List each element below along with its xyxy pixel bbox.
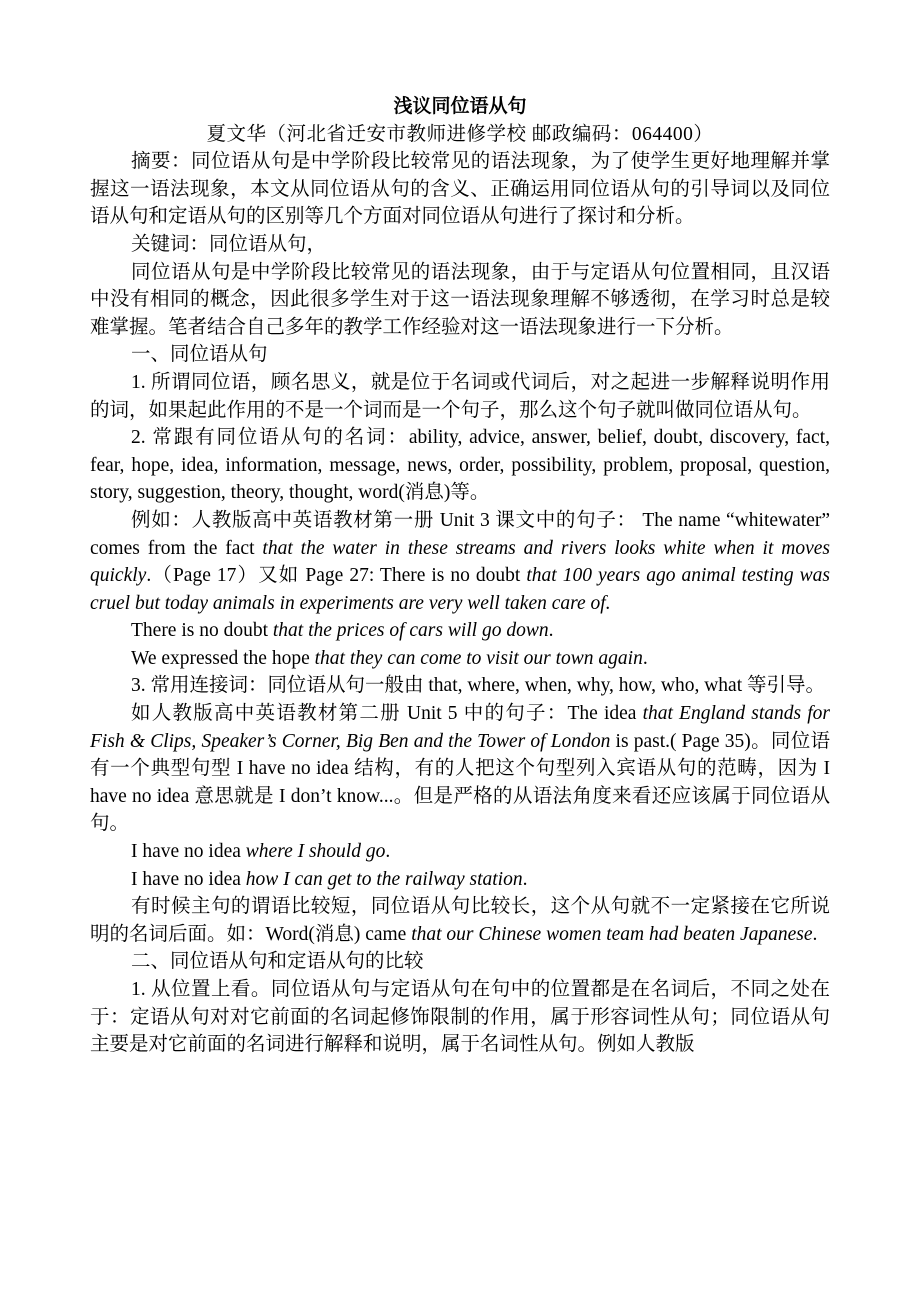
example-1-text-a: 例如：人教版高中英语教材第一册 Unit 3 课文中的句子： The name “whitewater” comes from the fact: [90, 509, 830, 559]
example-5-line: [90, 838, 830, 866]
point-3-paragraph: 3. 常用连接词：同位语从句一般由 that, where, when, why, how, who, what 等引导。: [131, 675, 825, 697]
example-1-text-c: .（Page 17）又如 Page 27: There is no doubt: [146, 565, 527, 587]
document-page: [90, 93, 830, 1059]
example-7-text-a: 有时候主句的谓语比较短，同位语从句比较长，这个从句就不一定紧接在它所说明的名词后面。如：Word(消息) came: [90, 896, 830, 945]
example-4-paragraph: [90, 700, 830, 838]
example-6-line: [90, 866, 830, 894]
example-3-text-a: We expressed the hope: [131, 647, 315, 669]
example-2-text-a: There is no doubt: [131, 620, 273, 642]
document-title: 浅议同位语从句: [393, 96, 527, 117]
intro-paragraph: 同位语从句是中学阶段比较常见的语法现象，由于与定语从句位置相同，且汉语中没有相同的概念，因此很多学生对于这一语法现象理解不够透彻，在学习时总是较难掌握。笔者结合自己多年的教学工作经验对这一语法现象进行一下分析。: [90, 261, 830, 338]
example-4-text-a: 如人教版高中英语教材第二册 Unit 5 中的句子：The idea: [131, 703, 643, 725]
example-2-line: [90, 617, 830, 645]
example-3-line: [90, 645, 830, 673]
example-1-clause-b: that the water in these streams and rivers looks white when it moves quickly: [90, 537, 831, 587]
example-4-text-c: is past.( Page 35)。同位语有一个典型句型 I have no idea 结构，有的人把这个句型列入宾语从句的范畴，因为 I have no idea 意思就是 I don’t know...。但是严格的从语法角度来看还应该属于同位语从句。: [90, 730, 830, 835]
abstract-paragraph: 摘要：同位语从句是中学阶段比较常见的语法现象，为了使学生更好地理解并掌握这一语法现象，本文从同位语从句的含义、正确运用同位语从句的引导词以及同位语从句和定语从句的区别等几个方面对同位语从句进行了探讨和分析。: [90, 151, 830, 228]
section-heading-2: 二、同位语从句和定语从句的比较: [131, 951, 424, 973]
example-6-clause: how I can get to the railway station: [245, 868, 523, 890]
example-5-text-a: I have no idea: [131, 841, 246, 863]
point-2-paragraph: 2. 常跟有同位语从句的名词：ability, advice, answer, belief, doubt, discovery, fact, fear, hope, idea, information, message, news, order, possibility, problem, proposal, question, story, suggestion, theory, thought, word(消息)等。: [90, 427, 830, 504]
example-5-text-c: .: [385, 841, 391, 863]
example-4-clause: that England stands for Fish & Clips, Speaker’s Corner, Big Ben and the Tower of London: [90, 703, 830, 752]
example-7-paragraph: [90, 893, 830, 948]
example-7-text-c: .: [812, 923, 818, 945]
example-6-text-a: I have no idea: [131, 868, 246, 890]
example-2-text-c: .: [548, 620, 554, 642]
example-2-clause: that the prices of cars will go down: [272, 620, 549, 642]
point-4-paragraph: 1. 从位置上看。同位语从句与定语从句在句中的位置都是在名词后，不同之处在于：定语从句对对它前面的名词起修饰限制的作用，属于形容词性从句；同位语从句主要是对它前面的名词进行解释和说明，属于名词性从句。例如人教版: [90, 979, 830, 1056]
example-7-clause: that our Chinese women team had beaten Japanese: [411, 923, 813, 945]
point-1-paragraph: 1. 所谓同位语，顾名思义，就是位于名词或代词后，对之起进一步解释说明作用的词，如果起此作用的不是一个词而是一个句子，那么这个句子就叫做同位语从句。: [90, 371, 830, 421]
example-3-clause: that they can come to visit our town again: [314, 647, 643, 669]
section-heading-1: 一、同位语从句: [131, 344, 268, 366]
example-6-text-c: .: [522, 868, 528, 890]
example-5-clause: where I should go: [245, 841, 386, 863]
example-1-paragraph: [90, 507, 830, 617]
keywords-line: 关键词：同位语从句，: [131, 233, 327, 255]
author-line: 夏文华（河北省迁安市教师进修学校 邮政编码：064400）: [206, 123, 714, 145]
example-1-clause-d: that 100 years ago animal testing was cruel but today animals in experiments are very well taken care of.: [90, 565, 831, 614]
example-3-text-c: .: [642, 647, 648, 669]
